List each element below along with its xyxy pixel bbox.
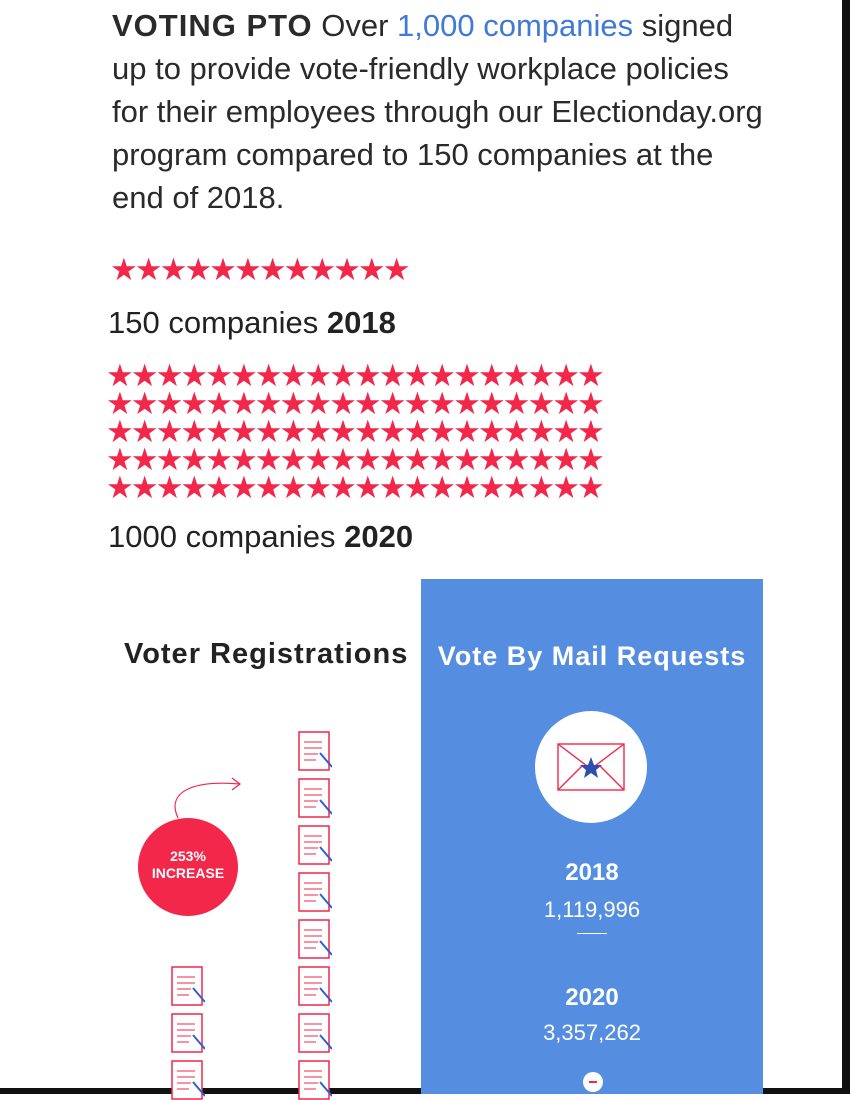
registration-doc-icon xyxy=(298,825,332,865)
intro-post: signed up to provide vote-friendly workplace policies for their employees through our Electionday.org program compared to 150 companies at the end of 2018. xyxy=(112,8,763,215)
stat-divider xyxy=(577,933,607,934)
vote-by-mail-title: Vote By Mail Requests xyxy=(437,641,747,671)
increase-percent: 253% xyxy=(170,848,206,864)
registration-doc-icon xyxy=(298,919,332,959)
caption-2020-year: 2020 xyxy=(344,519,414,554)
registration-doc-icon xyxy=(298,872,332,912)
caption-2020 xyxy=(108,519,413,555)
vbm-2018-year: 2018 xyxy=(565,859,619,886)
companies-link[interactable]: 1,000 companies xyxy=(397,8,634,43)
registration-doc-icon xyxy=(298,1060,332,1100)
caption-2018-year: 2018 xyxy=(326,305,396,340)
vbm-2020-year: 2020 xyxy=(565,984,619,1011)
intro-pre: Over xyxy=(312,8,398,43)
intro-paragraph xyxy=(112,4,772,219)
caption-2018 xyxy=(108,305,396,341)
vote-by-mail-panel xyxy=(421,579,763,1094)
curved-arrow-icon xyxy=(172,772,247,822)
intro-lead: VOTING PTO xyxy=(112,8,313,43)
voter-registrations-title: Voter Registrations xyxy=(124,638,409,670)
window-frame-right xyxy=(842,0,850,1094)
increase-label: INCREASE xyxy=(151,865,225,881)
stars-2020: ★★★★★★★★★★★★★★★★★★★★ ★★★★★★★★★★★★★★★★★★★★ ★★★★★★★★★★★★★★★★★★★★ ★★★★★★★★★★★★★★★★★★★★ ★★★★★★★★★★★★★★★★★★★★ xyxy=(106,358,602,505)
envelope-star-icon xyxy=(557,743,625,791)
registration-doc-icon xyxy=(171,966,205,1006)
caption-2018-text: 150 companies xyxy=(108,305,327,340)
registration-doc-icon xyxy=(298,966,332,1006)
registration-doc-icon xyxy=(171,1060,205,1100)
registration-doc-icon xyxy=(171,1013,205,1053)
registration-doc-icon xyxy=(298,778,332,818)
vbm-2020-value: 3,357,262 xyxy=(543,1020,641,1045)
increase-badge xyxy=(138,818,238,916)
caption-2020-text: 1000 companies xyxy=(108,519,345,554)
scroll-indicator-button[interactable] xyxy=(583,1072,603,1092)
registration-doc-icon xyxy=(298,1013,332,1053)
vbm-2018-value: 1,119,996 xyxy=(543,897,641,922)
stars-2018: ★★★★★★★★★★★★ xyxy=(110,252,408,287)
envelope-circle xyxy=(535,711,647,823)
registration-doc-icon xyxy=(298,731,332,771)
